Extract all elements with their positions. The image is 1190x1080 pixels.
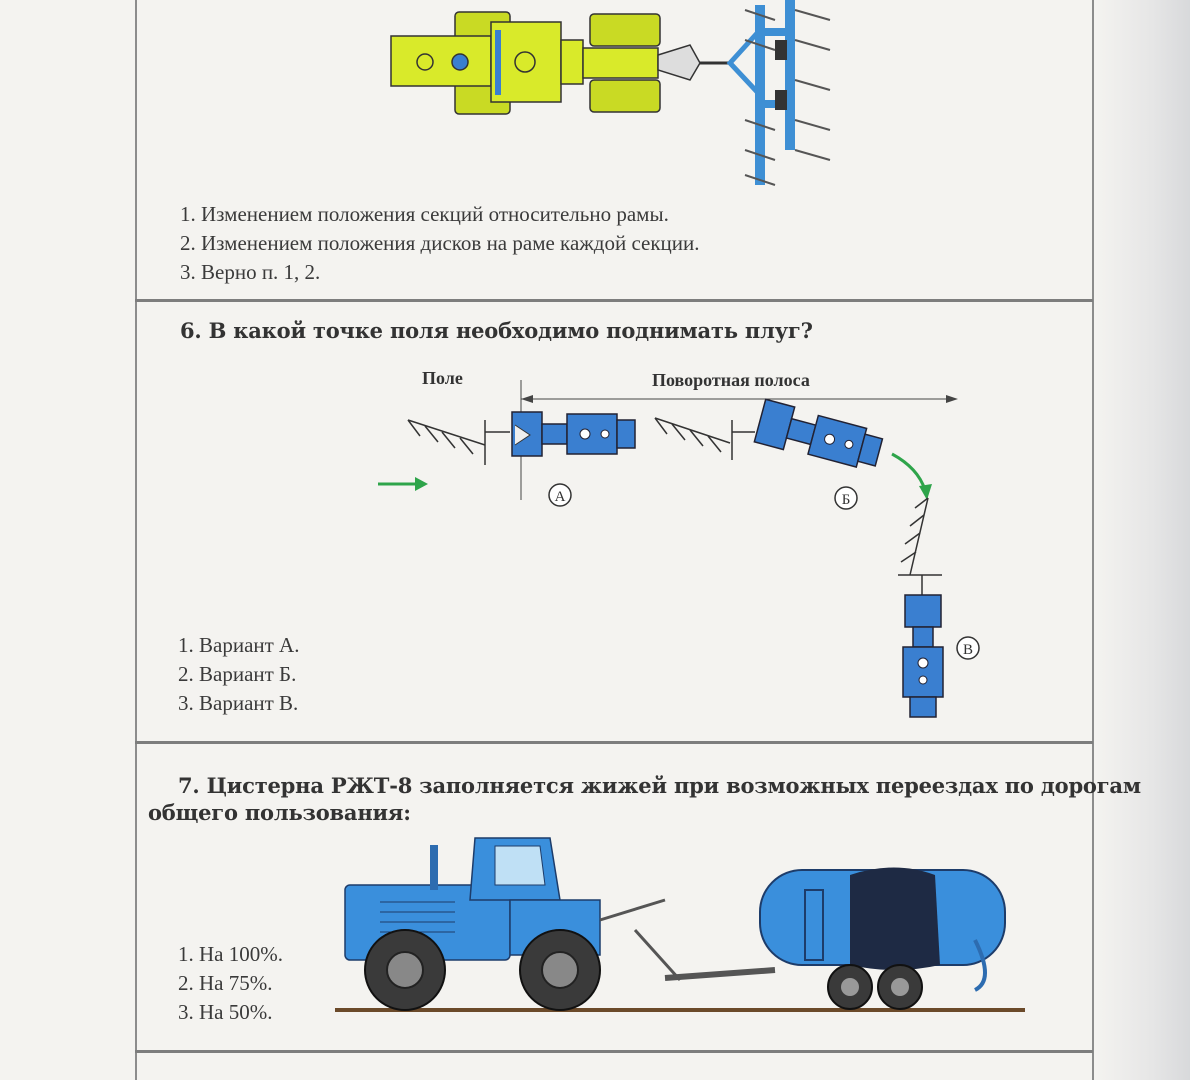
q7-option-2: 2. На 75%.	[178, 971, 273, 995]
q5-option-1: 1. Изменением положения секций относительно рамы.	[180, 202, 669, 226]
tractor-with-tank-trailer-illustration	[335, 830, 1035, 1015]
q7-question-line-1: 7. Цистерна РЖТ-8 заполняется жижей при возможных переездах по дорогам	[178, 773, 1141, 798]
point-v-label: В	[962, 642, 974, 658]
divider-6-7	[135, 741, 1093, 744]
q5-option-2: 2. Изменением положения дисков на раме каждой секции.	[180, 231, 700, 255]
divider-7-8	[135, 1050, 1093, 1053]
label-field: Поле	[422, 368, 463, 388]
q6-question-text: 6. В какой точке поля необходимо поднимать плуг?	[180, 318, 813, 343]
q6-option-1: 1. Вариант А.	[178, 633, 300, 657]
yellow-tractor-with-disc-harrow-illustration	[385, 0, 845, 195]
q7-option-1: 1. На 100%.	[178, 942, 283, 966]
q5-option-3: 3. Верно п. 1, 2.	[180, 260, 321, 284]
q7-question-line-2: общего пользования:	[148, 800, 411, 825]
q6-option-3: 3. Вариант В.	[178, 691, 299, 715]
q7-option-3: 3. На 50%.	[178, 1000, 273, 1024]
frame-right	[1092, 0, 1094, 1080]
point-b-label: Б	[841, 492, 851, 508]
point-a-label: А	[554, 489, 566, 505]
page-shadow	[1095, 0, 1190, 1080]
q6-option-2: 2. Вариант Б.	[178, 662, 297, 686]
plough-turn-diagram	[370, 380, 974, 720]
frame-left	[135, 0, 137, 1080]
divider-5-6	[135, 299, 1093, 302]
label-turn-strip: Поворотная полоса	[652, 370, 810, 390]
